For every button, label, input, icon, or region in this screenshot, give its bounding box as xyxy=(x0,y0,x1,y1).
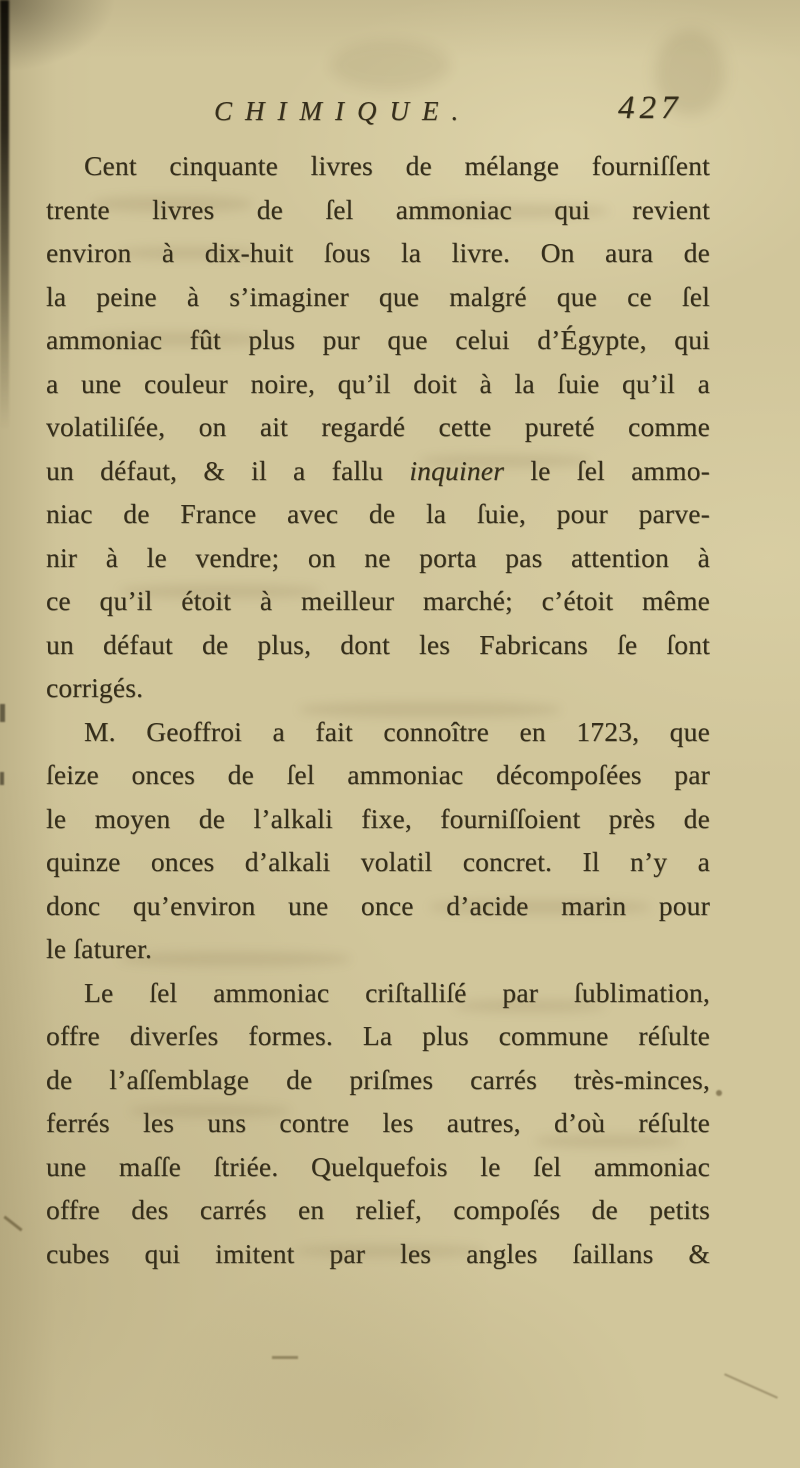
ink-speck xyxy=(716,1090,722,1096)
edge-mark xyxy=(0,772,4,785)
text-line: Le ſel ammoniac criſtalliſé par ſublimation, xyxy=(84,976,710,1008)
text-line: nir à le vendre; on ne porta pas attention à xyxy=(46,541,710,573)
text-line: a une couleur noire, qu’il doit à la ſuie qu’il a xyxy=(46,367,710,399)
text-line: de l’aſſemblage de priſmes carrés très-minces, xyxy=(46,1063,710,1095)
text-line: quinze onces d’alkali volatil concret. Il n’y a xyxy=(46,846,710,877)
text-line: trente livres de ſel ammoniac qui revient xyxy=(46,193,710,225)
pen-mark xyxy=(272,1356,298,1359)
scratch-mark xyxy=(3,1216,22,1232)
text-line: ce qu’il étoit à meilleur marché; c’étoit même xyxy=(46,585,710,616)
text-line: Cent cinquante livres de mélange fourniſſent xyxy=(84,150,710,181)
text-line: offre des carrés en relief, compoſés de petits xyxy=(46,1194,710,1225)
text-line: la peine à s’imaginer que malgré que ce ſel xyxy=(46,280,710,312)
running-header xyxy=(0,0,800,150)
text-line: volatiliſée, on ait regardé cette pureté comme xyxy=(46,411,710,442)
page-number: 427 xyxy=(618,90,683,126)
text-line: le moyen de l’alkali fixe, fourniſſoient près de xyxy=(46,802,710,834)
text-line: environ à dix-huit ſous la livre. On aura de xyxy=(46,237,710,268)
text-line: niac de France avec de la ſuie, pour parve- xyxy=(46,498,710,529)
text-line: cubes qui imitent par les angles ſaillans & xyxy=(46,1237,710,1269)
text-line: un défaut, & il a fallu inquiner le ſel ammo- xyxy=(46,454,710,486)
text-line: le ſaturer. xyxy=(46,933,153,964)
scratch-mark xyxy=(724,1373,778,1398)
text-line: ammoniac fût plus pur que celui d’Égypte, qui xyxy=(46,324,710,355)
text-line: un défaut de plus, dont les Fabricans ſe ſont xyxy=(46,628,710,660)
text-line: offre diverſes formes. La plus commune réſulte xyxy=(46,1020,710,1051)
text-line: corrigés. xyxy=(46,672,144,703)
text-line: ſeize onces de ſel ammoniac décompoſées par xyxy=(46,759,710,790)
text-line: M. Geoffroi a fait connoître en 1723, que xyxy=(84,715,710,747)
edge-mark xyxy=(0,704,5,722)
text-line: donc qu’environ une once d’acide marin pour xyxy=(46,889,710,921)
text-line: ferrés les uns contre les autres, d’où réſulte xyxy=(46,1107,710,1138)
text-line: une maſſe ſtriée. Quelquefois le ſel ammoniac xyxy=(46,1150,710,1182)
chapter-title: CHIMIQUE. xyxy=(214,96,472,126)
body-text xyxy=(46,144,710,1275)
